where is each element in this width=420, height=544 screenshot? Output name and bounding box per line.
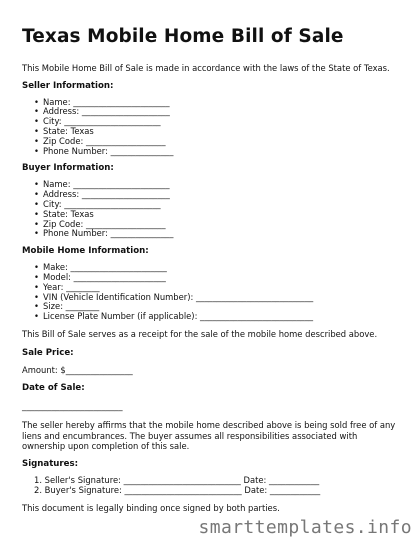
seller-signature-field[interactable]: 1. Seller's Signature: ____________________________ Date: ____________ <box>34 474 320 485</box>
watermark: smarttemplates.info <box>198 517 412 538</box>
date-of-sale-field[interactable]: ________________________ <box>22 401 123 412</box>
buyer-list <box>22 180 402 239</box>
size-field[interactable]: • Size: ________ <box>34 302 402 312</box>
buyer-zip-field[interactable]: • Zip Code: ___________________ <box>34 220 402 230</box>
binding-text: This document is legally binding once signed by both parties. <box>22 502 280 513</box>
seller-address-field[interactable]: • Address: _____________________ <box>34 107 402 117</box>
buyer-city-field[interactable]: • City: _______________________ <box>34 200 402 210</box>
amount-field[interactable]: Amount: $________________ <box>22 364 133 375</box>
seller-name-field[interactable]: • Name: _______________________ <box>34 98 402 108</box>
seller-heading: Seller Information: <box>22 80 114 91</box>
seller-zip-field[interactable]: • Zip Code: ___________________ <box>34 137 402 147</box>
signatures-heading: Signatures: <box>22 458 79 469</box>
buyer-signature-field[interactable]: 2. Buyer's Signature: ____________________________ Date: ____________ <box>34 484 321 495</box>
year-field[interactable]: • Year: ________ <box>34 283 402 293</box>
buyer-state: • State: Texas <box>34 210 402 220</box>
make-field[interactable]: • Make: _______________________ <box>34 263 402 273</box>
seller-state: • State: Texas <box>34 127 402 137</box>
buyer-phone-field[interactable]: • Phone Number: _______________ <box>34 229 402 239</box>
seller-city-field[interactable]: • City: _______________________ <box>34 117 402 127</box>
affirmation-text: The seller hereby affirms that the mobile home described above is being sold free of any liens and encumbrances. The buyer assumes all responsibilities associated with ownership upon completion of this sale. <box>22 420 396 452</box>
document-page <box>22 26 402 513</box>
receipt-text: This Bill of Sale serves as a receipt for the sale of the mobile home described above. <box>22 328 378 339</box>
mobile-home-heading: Mobile Home Information: <box>22 246 149 257</box>
document-title: Texas Mobile Home Bill of Sale <box>22 26 344 47</box>
sale-price-heading: Sale Price: <box>22 347 74 358</box>
intro-text: This Mobile Home Bill of Sale is made in accordance with the laws of the State of Texas. <box>22 63 390 73</box>
seller-phone-field[interactable]: • Phone Number: _______________ <box>34 147 402 157</box>
seller-list <box>22 98 402 157</box>
license-plate-field[interactable]: • License Plate Number (if applicable): ___________________________ <box>34 312 402 322</box>
mobile-home-list <box>22 263 402 322</box>
signatures-list <box>22 476 402 496</box>
vin-field[interactable]: • VIN (Vehicle Identification Number): ____________________________ <box>34 293 402 303</box>
date-of-sale-heading: Date of Sale: <box>22 383 85 394</box>
model-field[interactable]: • Model: ______________________ <box>34 273 402 283</box>
buyer-heading: Buyer Information: <box>22 163 114 174</box>
buyer-name-field[interactable]: • Name: _______________________ <box>34 180 402 190</box>
buyer-address-field[interactable]: • Address: _____________________ <box>34 190 402 200</box>
